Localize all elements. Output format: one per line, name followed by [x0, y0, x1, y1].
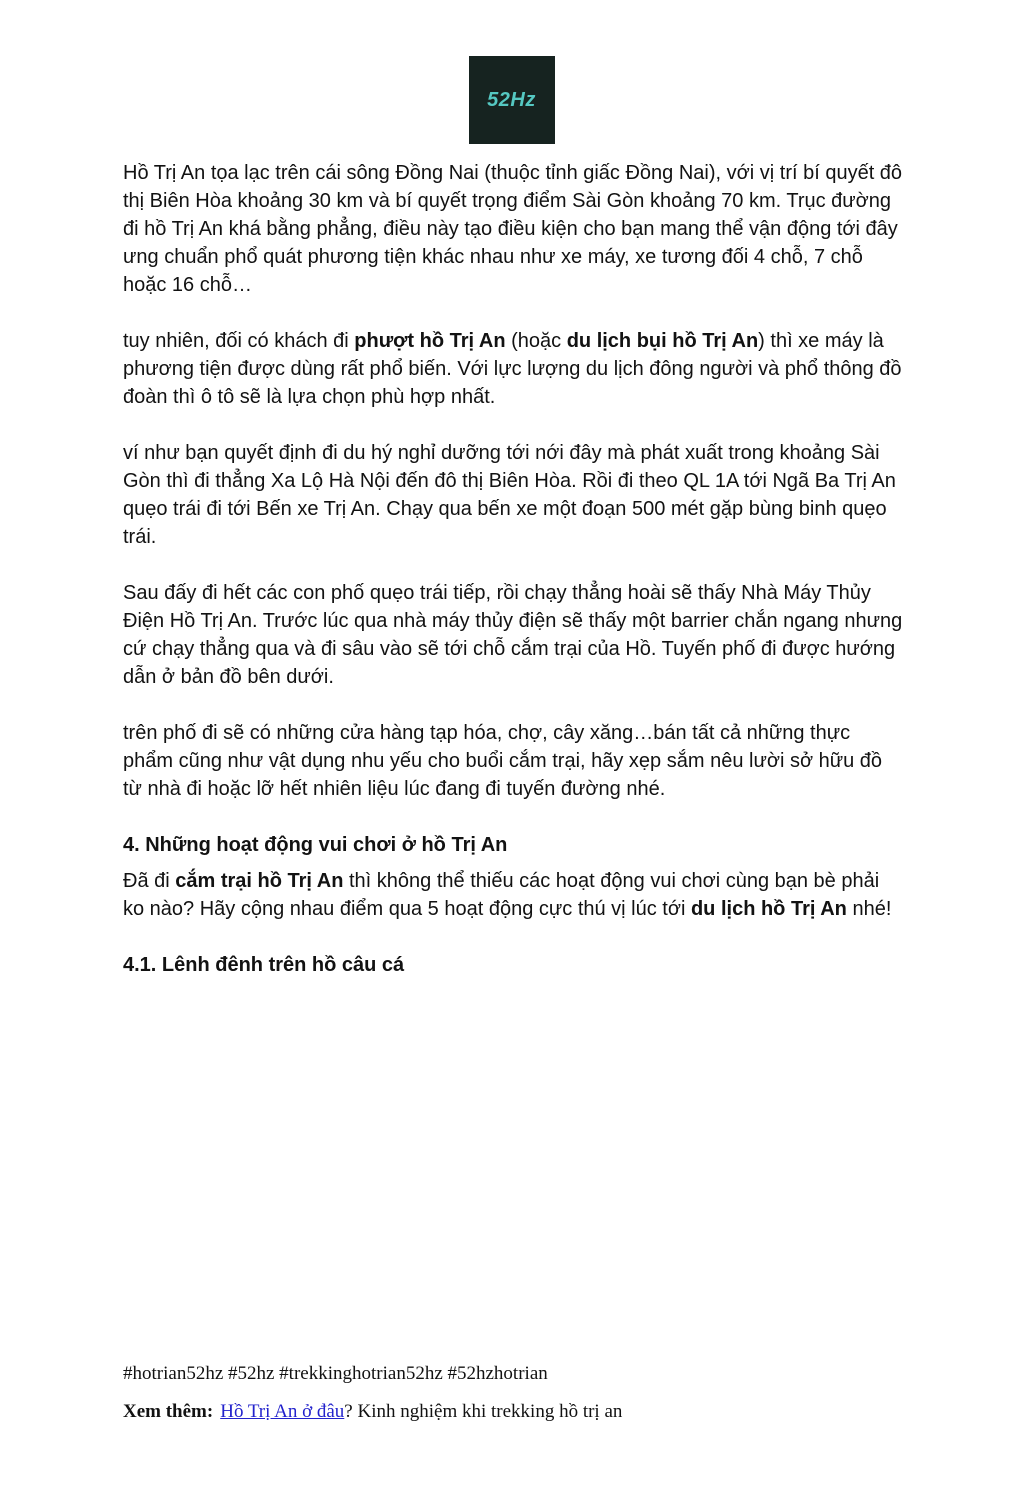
see-more-after-text: ? Kinh nghiệm khi trekking hồ trị an	[344, 1401, 623, 1422]
text-run: 4.1. Lênh đênh trên hồ câu cá	[123, 954, 405, 976]
hashtags-line: #hotrian52hz #52hz #trekkinghotrian52hz #52hzhotrian	[123, 1363, 548, 1384]
paragraph	[123, 579, 905, 691]
text-run: phượt hồ Trị An	[354, 330, 506, 352]
text-run: Sau đấy đi hết các con phố quẹo trái tiếp, rồi chạy thẳng hoài sẽ thấy Nhà Máy Thủy Điện Hồ Trị An. Trước lúc qua nhà máy thủy điện sẽ thấy một barrier chắn ngang nhưng cứ chạy thẳng qua và đi sâu vào sẽ tới chỗ cắm trại của Hồ. Tuyến phố đi được hướng dẫn ở bản đồ bên dưới.	[123, 582, 903, 688]
text-run: Hồ Trị An tọa lạc trên cái sông Đồng Nai (thuộc tỉnh giấc Đồng Nai), với vị trí bí quyết đô thị Biên Hòa khoảng 30 km và bí quyết trọng điểm Sài Gòn khoảng 70 km. Trục đường đi hồ Trị An khá bằng phẳng, điều này tạo điều kiện cho bạn mang thể vận động tới đây ưng chuẩn phổ quát phương tiện khác nhau như xe máy, xe tương đối 4 chỗ, 7 chỗ hoặc 16 chỗ…	[123, 162, 903, 296]
paragraph	[123, 719, 905, 803]
section-heading	[123, 951, 905, 979]
text-run: du lịch bụi hồ Trị An	[566, 330, 759, 352]
text-run: (hoặc	[505, 330, 567, 352]
logo-text: 52Hz	[487, 88, 536, 111]
text-run: trên phố đi sẽ có những cửa hàng tạp hóa, chợ, cây xăng…bán tất cả những thực phẩm cũng như vật dụng nhu yếu cho buổi cắm trại, hãy xẹp sắm nêu lười sở hữu đồ từ nhà đi hoặc lỡ hết nhiên liệu lúc đang đi tuyến đường nhé.	[123, 722, 883, 800]
text-run: du lịch hồ Trị An	[690, 898, 847, 920]
text-run: tuy nhiên, đối có khách đi	[123, 330, 355, 352]
see-more-label: Xem thêm:	[123, 1401, 214, 1422]
text-run: cắm trại hồ Trị An	[175, 870, 344, 892]
see-more-link[interactable]: Hồ Trị An ở đâu	[220, 1401, 345, 1422]
page-footer	[123, 1362, 622, 1424]
document-page	[0, 56, 1023, 1503]
paragraph	[123, 327, 905, 411]
text-run: ) thì xe máy là phương tiện được dùng rất phổ biến. Với lực lượng du lịch đông người và phổ thông đồ đoàn thì ô tô sẽ là lựa chọn phù hợp nhất.	[123, 330, 902, 408]
section-heading	[123, 831, 905, 859]
paragraph	[123, 867, 905, 923]
text-run: nhé!	[846, 898, 892, 920]
see-more-line	[123, 1400, 622, 1424]
logo-52hz	[469, 56, 555, 144]
text-run: 4. Những hoạt động vui chơi ở hồ Trị An	[123, 834, 508, 856]
paragraph	[123, 439, 905, 551]
text-run: ví như bạn quyết định đi du hý nghỉ dưỡng tới nới đây mà phát xuất trong khoảng Sài Gòn thì đi thẳng Xa Lộ Hà Nội đến đô thị Biên Hòa. Rồi đi theo QL 1A tới Ngã Ba Trị An quẹo trái đi tới Bến xe Trị An. Chạy qua bến xe một đoạn 500 mét gặp bùng binh quẹo trái.	[123, 442, 896, 548]
text-run: Đã đi	[123, 870, 176, 892]
paragraph	[123, 159, 905, 299]
text-run: thì không thể thiếu các hoạt động vui chơi cùng bạn bè phải ko nào? Hãy cộng nhau điểm qua 5 hoạt động cực thú vị lúc tới	[123, 870, 880, 920]
article-body	[0, 159, 1023, 979]
